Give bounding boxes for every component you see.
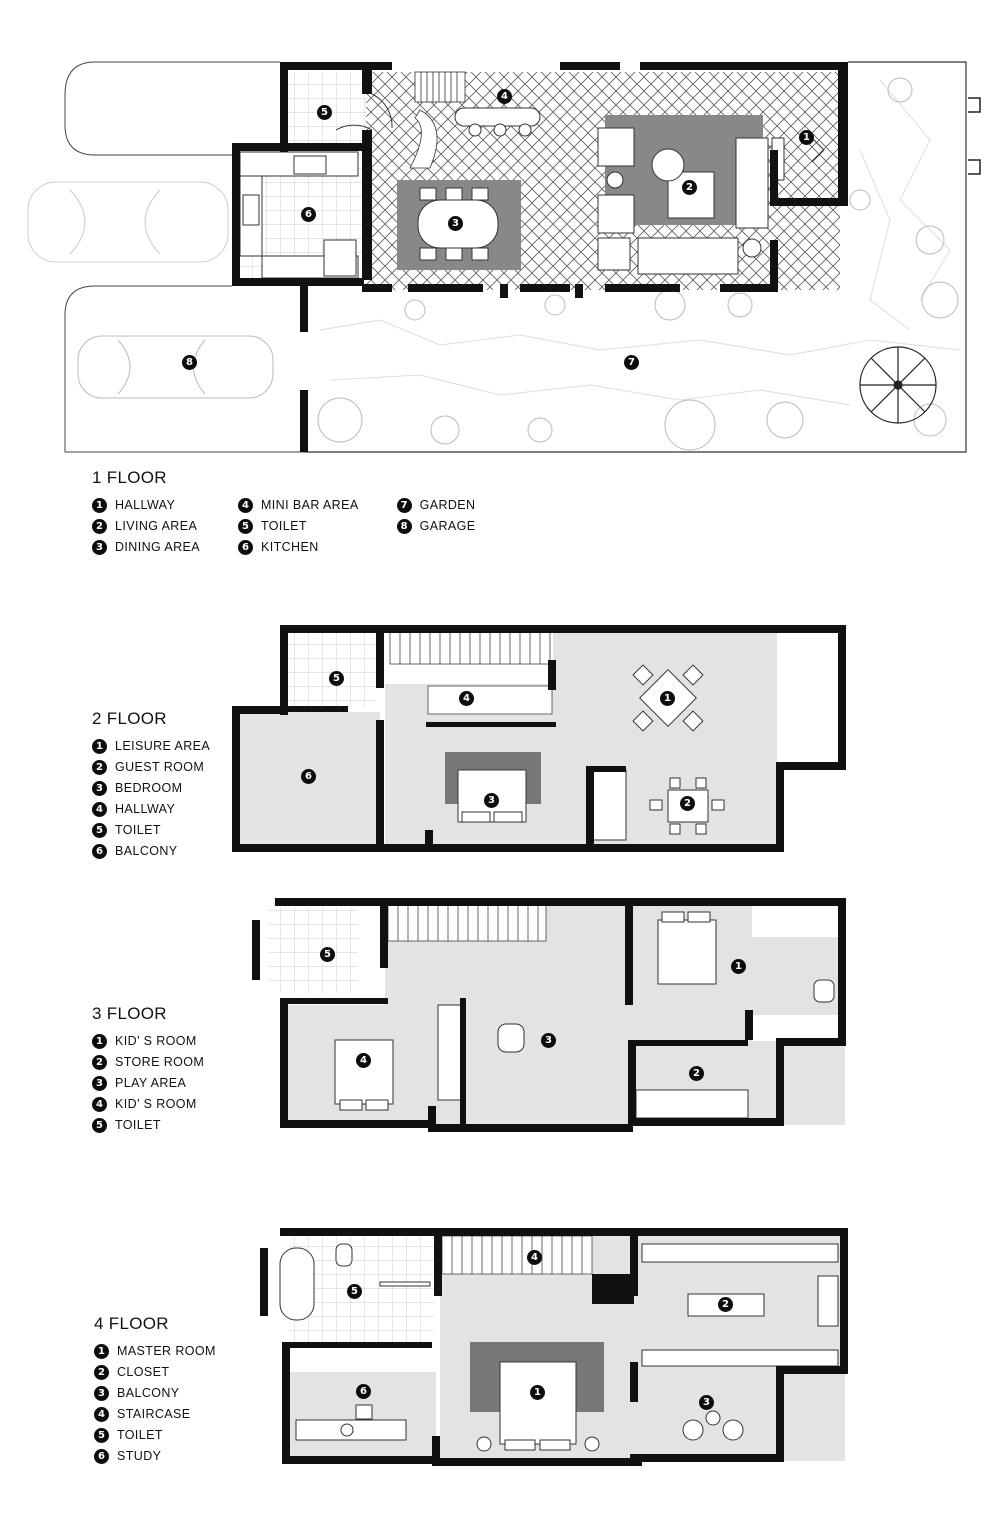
legend-item-label: STORE ROOM xyxy=(115,1055,205,1069)
floor-3-legend xyxy=(92,1004,204,1133)
legend-item xyxy=(92,1054,204,1070)
legend-item-label: KITCHEN xyxy=(260,540,319,554)
legend-item-label: CLOSET xyxy=(117,1365,170,1379)
number-badge: 8 xyxy=(397,519,412,534)
legend-item-label: GUEST ROOM xyxy=(115,760,205,774)
number-badge: 5 xyxy=(92,1118,107,1133)
floor-title: 2 FLOOR xyxy=(92,709,167,728)
plan-marker: 5 xyxy=(317,105,332,120)
floor-1-plan xyxy=(28,62,980,452)
legend-item xyxy=(94,1427,216,1443)
plan-marker: 5 xyxy=(320,947,335,962)
legend-item-label: MINI BAR AREA xyxy=(260,498,359,512)
legend-column xyxy=(397,497,476,555)
floor-2-legend xyxy=(92,709,210,859)
number-badge: 4 xyxy=(238,498,253,513)
plan-marker: 4 xyxy=(527,1250,542,1265)
legend-item xyxy=(92,518,200,534)
legend-item xyxy=(238,497,359,513)
legend-item xyxy=(397,518,476,534)
plan-marker: 2 xyxy=(680,796,695,811)
legend-item xyxy=(92,738,210,754)
legend-item-label: LIVING AREA xyxy=(115,519,198,533)
legend-item xyxy=(92,539,200,555)
legend-item xyxy=(92,801,210,817)
legend-item-label: GARAGE xyxy=(419,519,476,533)
legend-item xyxy=(92,843,210,859)
floor-2-plan xyxy=(232,625,846,852)
number-badge: 2 xyxy=(92,1055,107,1070)
floor-title: 4 FLOOR xyxy=(94,1314,169,1333)
plan-marker: 6 xyxy=(301,207,316,222)
number-badge: 3 xyxy=(94,1386,109,1401)
number-badge: 1 xyxy=(94,1344,109,1359)
legend-item-label: TOILET xyxy=(260,519,307,533)
legend-item xyxy=(397,497,476,513)
number-badge: 2 xyxy=(94,1365,109,1380)
legend-item-label: BALCONY xyxy=(117,1386,180,1400)
legend-item xyxy=(238,518,359,534)
legend-item xyxy=(92,1075,204,1091)
number-badge: 3 xyxy=(92,781,107,796)
car-icon xyxy=(78,336,273,398)
legend-item-label: BEDROOM xyxy=(115,781,183,795)
legend-item-label: HALLWAY xyxy=(115,802,176,816)
floor-4-legend xyxy=(94,1314,216,1464)
legend-item xyxy=(94,1385,216,1401)
number-badge: 4 xyxy=(92,1097,107,1112)
number-badge: 6 xyxy=(94,1449,109,1464)
floor-3-plan xyxy=(252,898,846,1132)
legend-item-label: KID’ S ROOM xyxy=(115,1034,197,1048)
plan-marker: 6 xyxy=(356,1384,371,1399)
legend-item-label: TOILET xyxy=(115,823,161,837)
legend-item xyxy=(94,1406,216,1422)
car-icon xyxy=(28,182,228,262)
number-badge: 5 xyxy=(238,519,253,534)
legend-item-label: STAIRCASE xyxy=(117,1407,191,1421)
legend-item-label: HALLWAY xyxy=(115,498,176,512)
legend-item-label: GARDEN xyxy=(419,498,476,512)
legend-item xyxy=(94,1364,216,1380)
plan-marker: 1 xyxy=(799,130,814,145)
plan-marker: 1 xyxy=(731,959,746,974)
plan-marker: 2 xyxy=(682,180,697,195)
plan-marker: 1 xyxy=(660,691,675,706)
legend-item xyxy=(92,497,200,513)
legend-item-label: DINING AREA xyxy=(115,540,200,554)
legend-item xyxy=(92,1096,204,1112)
plan-marker: 3 xyxy=(484,793,499,808)
legend-item xyxy=(94,1343,216,1359)
legend-column xyxy=(92,1033,204,1133)
plan-marker: 4 xyxy=(356,1053,371,1068)
number-badge: 4 xyxy=(94,1407,109,1422)
plan-marker: 2 xyxy=(689,1066,704,1081)
plan-marker: 3 xyxy=(699,1395,714,1410)
plan-marker: 4 xyxy=(459,691,474,706)
number-badge: 1 xyxy=(92,739,107,754)
number-badge: 6 xyxy=(92,844,107,859)
number-badge: 2 xyxy=(92,760,107,775)
legend-item xyxy=(94,1448,216,1464)
legend-item-label: MASTER ROOM xyxy=(117,1344,216,1358)
legend-item-label: TOILET xyxy=(115,1118,161,1132)
legend-item xyxy=(92,1117,204,1133)
floor-title: 3 FLOOR xyxy=(92,1004,167,1023)
plan-marker: 3 xyxy=(541,1033,556,1048)
plan-marker: 6 xyxy=(301,769,316,784)
number-badge: 6 xyxy=(238,540,253,555)
floor-4-plan xyxy=(260,1228,848,1466)
floor-1-legend xyxy=(92,468,475,555)
number-badge: 7 xyxy=(397,498,412,513)
parasol-icon xyxy=(860,347,936,423)
number-badge: 3 xyxy=(92,1076,107,1091)
legend-item-label: BALCONY xyxy=(115,844,178,858)
plan-marker: 2 xyxy=(718,1297,733,1312)
plan-marker: 3 xyxy=(448,216,463,231)
number-badge: 5 xyxy=(92,823,107,838)
plan-marker: 5 xyxy=(329,671,344,686)
legend-column xyxy=(238,497,359,555)
legend-item xyxy=(92,822,210,838)
legend-item-label: LEISURE AREA xyxy=(115,739,211,753)
plan-marker: 1 xyxy=(530,1385,545,1400)
plan-marker: 8 xyxy=(182,355,197,370)
legend-item xyxy=(92,759,210,775)
plan-marker: 4 xyxy=(497,89,512,104)
legend-item xyxy=(92,780,210,796)
legend-item-label: STUDY xyxy=(117,1449,162,1463)
legend-item xyxy=(238,539,359,555)
legend-item-label: TOILET xyxy=(117,1428,163,1442)
legend-column xyxy=(94,1343,216,1464)
plan-marker: 5 xyxy=(347,1284,362,1299)
number-badge: 1 xyxy=(92,498,107,513)
legend-item-label: PLAY AREA xyxy=(115,1076,187,1090)
legend-column xyxy=(92,497,200,555)
number-badge: 1 xyxy=(92,1034,107,1049)
legend-item-label: KID’ S ROOM xyxy=(115,1097,197,1111)
legend-column xyxy=(92,738,210,859)
number-badge: 4 xyxy=(92,802,107,817)
legend-item xyxy=(92,1033,204,1049)
plan-marker: 7 xyxy=(624,355,639,370)
floor-title: 1 FLOOR xyxy=(92,468,167,487)
number-badge: 3 xyxy=(92,540,107,555)
number-badge: 5 xyxy=(94,1428,109,1443)
number-badge: 2 xyxy=(92,519,107,534)
